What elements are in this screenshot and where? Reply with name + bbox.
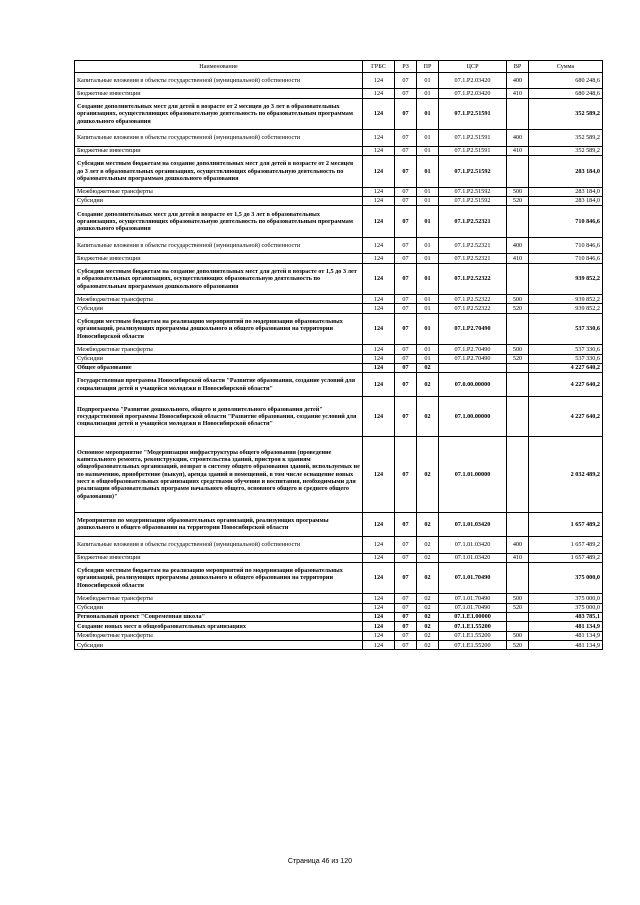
cell-grbs: 124: [363, 146, 395, 155]
cell-rz: 07: [395, 622, 417, 631]
table-row: [75, 397, 603, 436]
cell-vr: [507, 512, 529, 536]
cell-csr: 07.1.E1.55200: [439, 622, 507, 631]
cell-csr: 07.1.E1.55200: [439, 631, 507, 640]
cell-rz: 07: [395, 237, 417, 254]
cell-name: Создание дополнительных мест для детей в возрасте от 2 месяцев до 3 лет в образовательных организациях, осуществляющих образовательную деятельность по образовательным программам дошкольного образования: [75, 98, 363, 129]
cell-sum: 481 134,9: [529, 622, 603, 631]
cell-pr: 01: [417, 237, 439, 254]
cell-csr: 07.1.P2.70490: [439, 345, 507, 354]
cell-csr: 07.0.00.00000: [439, 373, 507, 397]
cell-sum: 1 657 489,2: [529, 536, 603, 553]
cell-grbs: 124: [363, 536, 395, 553]
cell-csr: 07.1.P2.52322: [439, 263, 507, 294]
cell-csr: 07.1.E1.00000: [439, 612, 507, 621]
cell-csr: 07.1.01.70490: [439, 603, 507, 612]
cell-rz: 07: [395, 313, 417, 344]
cell-csr: 07.1.P2.52322: [439, 295, 507, 304]
cell-vr: 500: [507, 187, 529, 196]
cell-rz: 07: [395, 130, 417, 147]
budget-table: [74, 60, 603, 650]
cell-vr: [507, 363, 529, 372]
cell-sum: 710 846,6: [529, 206, 603, 237]
cell-csr: 07.1.P2.52322: [439, 304, 507, 313]
cell-csr: 07.1.P2.51592: [439, 187, 507, 196]
table-row: [75, 562, 603, 593]
cell-sum: 1 657 489,2: [529, 512, 603, 536]
cell-grbs: 124: [363, 89, 395, 98]
cell-name: Межбюджетные трансферты: [75, 631, 363, 640]
table-row: [75, 631, 603, 640]
cell-vr: 410: [507, 553, 529, 562]
cell-vr: [507, 622, 529, 631]
cell-pr: 02: [417, 436, 439, 512]
cell-vr: 520: [507, 196, 529, 205]
cell-name: Общее образование: [75, 363, 363, 372]
cell-grbs: 124: [363, 304, 395, 313]
cell-rz: 07: [395, 146, 417, 155]
cell-pr: 01: [417, 313, 439, 344]
cell-vr: [507, 436, 529, 512]
table-row: [75, 206, 603, 237]
cell-name: Капитальные вложения в объекты государственной (муниципальной) собственности: [75, 237, 363, 254]
cell-pr: 02: [417, 536, 439, 553]
cell-rz: 07: [395, 187, 417, 196]
cell-grbs: 124: [363, 72, 395, 89]
cell-name: Субсидии: [75, 641, 363, 650]
cell-csr: 07.1.P2.03420: [439, 72, 507, 89]
cell-vr: [507, 612, 529, 621]
table-row: [75, 263, 603, 294]
cell-pr: 02: [417, 553, 439, 562]
cell-rz: 07: [395, 363, 417, 372]
cell-name: Субсидии местным бюджетам на создание дополнительных мест для детей в возрасте от 2 месяцев до 3 лет в образовательных организациях, осуществляющих образовательную деятельность по образовательным программам дошкольного образования: [75, 156, 363, 187]
cell-rz: 07: [395, 354, 417, 363]
cell-csr: 07.1.P2.52321: [439, 206, 507, 237]
cell-name: Субсидии: [75, 196, 363, 205]
cell-rz: 07: [395, 631, 417, 640]
cell-name: Межбюджетные трансферты: [75, 187, 363, 196]
cell-sum: 483 785,1: [529, 612, 603, 621]
cell-grbs: 124: [363, 187, 395, 196]
cell-pr: 01: [417, 354, 439, 363]
table-body: [75, 72, 603, 650]
cell-name: Субсидии местным бюджетам на создание дополнительных мест для детей в возрасте от 1,5 до 3 лет в образовательных организациях, осуществляющих образовательную деятельность по образовательным программам дошкольного образования: [75, 263, 363, 294]
cell-vr: [507, 263, 529, 294]
cell-sum: 283 184,0: [529, 187, 603, 196]
cell-sum: 939 852,2: [529, 263, 603, 294]
cell-pr: 02: [417, 512, 439, 536]
table-row: [75, 89, 603, 98]
cell-grbs: 124: [363, 612, 395, 621]
table-row: [75, 363, 603, 372]
cell-rz: 07: [395, 295, 417, 304]
cell-vr: [507, 156, 529, 187]
cell-sum: 4 227 640,2: [529, 397, 603, 436]
cell-grbs: 124: [363, 196, 395, 205]
cell-vr: 410: [507, 146, 529, 155]
cell-pr: 02: [417, 603, 439, 612]
table-row: [75, 295, 603, 304]
cell-rz: 07: [395, 373, 417, 397]
cell-sum: 1 657 489,2: [529, 553, 603, 562]
cell-grbs: 124: [363, 397, 395, 436]
column-header-csr: ЦСР: [439, 61, 507, 73]
cell-vr: 500: [507, 295, 529, 304]
cell-name: Капитальные вложения в объекты государственной (муниципальной) собственности: [75, 72, 363, 89]
cell-csr: 07.1.01.03420: [439, 512, 507, 536]
column-header-sum: Сумма: [529, 61, 603, 73]
cell-name: Субсидии: [75, 354, 363, 363]
cell-grbs: 124: [363, 436, 395, 512]
table-row: [75, 130, 603, 147]
cell-rz: 07: [395, 536, 417, 553]
table-row: [75, 156, 603, 187]
cell-pr: 01: [417, 72, 439, 89]
cell-sum: 352 589,2: [529, 146, 603, 155]
cell-pr: 01: [417, 156, 439, 187]
cell-vr: [507, 397, 529, 436]
cell-rz: 07: [395, 562, 417, 593]
cell-sum: 4 227 640,2: [529, 373, 603, 397]
cell-pr: 01: [417, 206, 439, 237]
cell-rz: 07: [395, 254, 417, 263]
cell-csr: 07.1.E1.55200: [439, 641, 507, 650]
table-row: [75, 237, 603, 254]
cell-vr: [507, 313, 529, 344]
cell-rz: 07: [395, 603, 417, 612]
cell-pr: 01: [417, 254, 439, 263]
cell-csr: 07.1.00.00000: [439, 397, 507, 436]
cell-rz: 07: [395, 72, 417, 89]
table-row: [75, 187, 603, 196]
cell-grbs: 124: [363, 562, 395, 593]
cell-sum: 375 000,0: [529, 603, 603, 612]
cell-grbs: 124: [363, 295, 395, 304]
cell-vr: 400: [507, 536, 529, 553]
cell-name: Бюджетные инвестиции: [75, 146, 363, 155]
column-header-pr: ПР: [417, 61, 439, 73]
cell-grbs: 124: [363, 130, 395, 147]
cell-csr: 07.1.P2.52321: [439, 254, 507, 263]
table-row: [75, 304, 603, 313]
cell-vr: 410: [507, 89, 529, 98]
cell-sum: 375 000,0: [529, 562, 603, 593]
table-row: [75, 536, 603, 553]
cell-vr: 520: [507, 354, 529, 363]
cell-sum: 4 227 640,2: [529, 363, 603, 372]
cell-csr: 07.1.P2.70490: [439, 313, 507, 344]
cell-rz: 07: [395, 612, 417, 621]
cell-grbs: 124: [363, 206, 395, 237]
cell-sum: 939 852,2: [529, 295, 603, 304]
cell-sum: 680 248,6: [529, 72, 603, 89]
cell-rz: 07: [395, 512, 417, 536]
cell-rz: 07: [395, 594, 417, 603]
cell-grbs: 124: [363, 263, 395, 294]
cell-csr: 07.1.P2.03420: [439, 89, 507, 98]
cell-pr: 01: [417, 89, 439, 98]
table-row: [75, 72, 603, 89]
cell-vr: 520: [507, 641, 529, 650]
cell-sum: 537 330,6: [529, 345, 603, 354]
cell-rz: 07: [395, 436, 417, 512]
cell-csr: 07.1.P2.51591: [439, 130, 507, 147]
column-header-rz: РЗ: [395, 61, 417, 73]
cell-grbs: 124: [363, 98, 395, 129]
cell-name: Основное мероприятие "Модернизация инфраструктуры общего образования (проведение капитального ремонта, реконструкции, строительства зданий, пристроя к зданиям общеобразовательных организаций, возврат в систему общего образования зданий, используемых не по назначению, приобретение (выкуп), аренда зданий и помещений, в том числе оснащение новых мест в общеобразовательных организациях средствами обучения и воспитания, необходимыми для реализации образовательных программ начального общего, основного общего и среднего общего образования)": [75, 436, 363, 512]
cell-grbs: 124: [363, 373, 395, 397]
cell-vr: [507, 373, 529, 397]
cell-sum: 352 589,2: [529, 98, 603, 129]
cell-name: Создание дополнительных мест для детей в возрасте от 1,5 до 3 лет в образовательных организациях, осуществляющих образовательную деятельность по образовательным программам дошкольного образования: [75, 206, 363, 237]
table-row: [75, 622, 603, 631]
cell-name: Подпрограмма "Развитие дошкольного, общего и дополнительного образования детей" государственной программы Новосибирской области "Развитие образования, создание условий для социализации детей и учащейся молодежи в Новосибирской области": [75, 397, 363, 436]
table-row: [75, 313, 603, 344]
cell-csr: 07.1.P2.70490: [439, 354, 507, 363]
cell-csr: 07.1.01.70490: [439, 594, 507, 603]
cell-name: Межбюджетные трансферты: [75, 295, 363, 304]
cell-rz: 07: [395, 345, 417, 354]
cell-name: Региональный проект "Современная школа": [75, 612, 363, 621]
cell-pr: 01: [417, 130, 439, 147]
table-row: [75, 373, 603, 397]
table-row: [75, 345, 603, 354]
cell-grbs: 124: [363, 254, 395, 263]
cell-grbs: 124: [363, 603, 395, 612]
table-header-row: [75, 61, 603, 73]
cell-sum: 375 000,0: [529, 594, 603, 603]
column-header-grbs: ГРБС: [363, 61, 395, 73]
table-row: [75, 196, 603, 205]
cell-grbs: 124: [363, 313, 395, 344]
table-row: [75, 354, 603, 363]
table-row: [75, 603, 603, 612]
cell-sum: 283 184,0: [529, 196, 603, 205]
cell-pr: 01: [417, 304, 439, 313]
table-row: [75, 612, 603, 621]
cell-name: Субсидии: [75, 304, 363, 313]
cell-pr: 02: [417, 373, 439, 397]
cell-name: Межбюджетные трансферты: [75, 345, 363, 354]
cell-csr: 07.1.01.00000: [439, 436, 507, 512]
cell-name: Мероприятия по модернизации образовательных организаций, реализующих программы дошкольного и общего образования на территории Новосибирской области: [75, 512, 363, 536]
cell-csr: 07.1.P2.51591: [439, 146, 507, 155]
cell-grbs: 124: [363, 363, 395, 372]
page-number: Страница 46 из 120: [287, 858, 353, 865]
cell-rz: 07: [395, 641, 417, 650]
cell-pr: 02: [417, 562, 439, 593]
cell-vr: 520: [507, 304, 529, 313]
table-row: [75, 512, 603, 536]
cell-grbs: 124: [363, 631, 395, 640]
cell-rz: 07: [395, 553, 417, 562]
cell-pr: 02: [417, 397, 439, 436]
cell-rz: 07: [395, 196, 417, 205]
cell-name: Субсидии местным бюджетам на реализацию мероприятий по модернизации образовательных организаций, реализующих программы дошкольного и общего образования на территории Новосибирской области: [75, 313, 363, 344]
cell-csr: 07.1.P2.51592: [439, 196, 507, 205]
cell-vr: 500: [507, 345, 529, 354]
cell-pr: 01: [417, 295, 439, 304]
cell-name: Субсидии местным бюджетам на реализацию мероприятий по модернизации образовательных организаций, реализующих программы дошкольного и общего образования на территории Новосибирской области: [75, 562, 363, 593]
column-header-name: Наименование: [75, 61, 363, 73]
table-row: [75, 641, 603, 650]
table-row: [75, 553, 603, 562]
cell-pr: 02: [417, 631, 439, 640]
cell-sum: 710 846,6: [529, 237, 603, 254]
cell-pr: 02: [417, 622, 439, 631]
cell-grbs: 124: [363, 512, 395, 536]
table-row: [75, 98, 603, 129]
column-header-vr: ВР: [507, 61, 529, 73]
cell-sum: 939 852,2: [529, 304, 603, 313]
cell-sum: 481 134,9: [529, 631, 603, 640]
cell-pr: 01: [417, 146, 439, 155]
cell-name: Капитальные вложения в объекты государственной (муниципальной) собственности: [75, 130, 363, 147]
cell-vr: 400: [507, 237, 529, 254]
cell-rz: 07: [395, 89, 417, 98]
cell-rz: 07: [395, 98, 417, 129]
cell-vr: 520: [507, 603, 529, 612]
cell-csr: [439, 363, 507, 372]
cell-csr: 07.1.P2.51591: [439, 98, 507, 129]
cell-rz: 07: [395, 263, 417, 294]
table-row: [75, 594, 603, 603]
cell-vr: 400: [507, 72, 529, 89]
cell-pr: 01: [417, 263, 439, 294]
cell-pr: 01: [417, 345, 439, 354]
cell-sum: 352 589,2: [529, 130, 603, 147]
cell-vr: 500: [507, 594, 529, 603]
cell-grbs: 124: [363, 641, 395, 650]
table-row: [75, 254, 603, 263]
cell-csr: 07.1.P2.52321: [439, 237, 507, 254]
cell-sum: 537 330,6: [529, 313, 603, 344]
cell-pr: 02: [417, 594, 439, 603]
cell-csr: 07.1.01.70490: [439, 562, 507, 593]
cell-csr: 07.1.01.03420: [439, 536, 507, 553]
cell-vr: [507, 206, 529, 237]
cell-sum: 2 032 489,2: [529, 436, 603, 512]
cell-name: Бюджетные инвестиции: [75, 89, 363, 98]
cell-grbs: 124: [363, 237, 395, 254]
cell-name: Государственная программа Новосибирской области "Развитие образования, создание условий для социализации детей и учащейся молодежи в Новосибирской области": [75, 373, 363, 397]
cell-pr: 01: [417, 196, 439, 205]
table-row: [75, 436, 603, 512]
cell-csr: 07.1.P2.51592: [439, 156, 507, 187]
cell-name: Бюджетные инвестиции: [75, 254, 363, 263]
cell-pr: 02: [417, 612, 439, 621]
cell-grbs: 124: [363, 594, 395, 603]
cell-name: Бюджетные инвестиции: [75, 553, 363, 562]
cell-pr: 02: [417, 641, 439, 650]
cell-rz: 07: [395, 206, 417, 237]
cell-grbs: 124: [363, 622, 395, 631]
cell-vr: 500: [507, 631, 529, 640]
cell-rz: 07: [395, 156, 417, 187]
cell-name: Капитальные вложения в объекты государственной (муниципальной) собственности: [75, 536, 363, 553]
cell-grbs: 124: [363, 553, 395, 562]
cell-pr: 01: [417, 98, 439, 129]
cell-sum: 481 134,9: [529, 641, 603, 650]
cell-rz: 07: [395, 304, 417, 313]
cell-pr: 02: [417, 363, 439, 372]
cell-pr: 01: [417, 187, 439, 196]
cell-vr: 410: [507, 254, 529, 263]
cell-sum: 283 184,0: [529, 156, 603, 187]
cell-grbs: 124: [363, 156, 395, 187]
cell-grbs: 124: [363, 354, 395, 363]
cell-sum: 680 248,6: [529, 89, 603, 98]
cell-vr: 400: [507, 130, 529, 147]
cell-name: Межбюджетные трансферты: [75, 594, 363, 603]
cell-name: Создание новых мест в общеобразовательных организациях: [75, 622, 363, 631]
table-row: [75, 146, 603, 155]
cell-csr: 07.1.01.03420: [439, 553, 507, 562]
cell-sum: 710 846,6: [529, 254, 603, 263]
cell-rz: 07: [395, 397, 417, 436]
cell-grbs: 124: [363, 345, 395, 354]
cell-name: Субсидии: [75, 603, 363, 612]
cell-sum: 537 330,6: [529, 354, 603, 363]
cell-vr: [507, 98, 529, 129]
cell-vr: [507, 562, 529, 593]
